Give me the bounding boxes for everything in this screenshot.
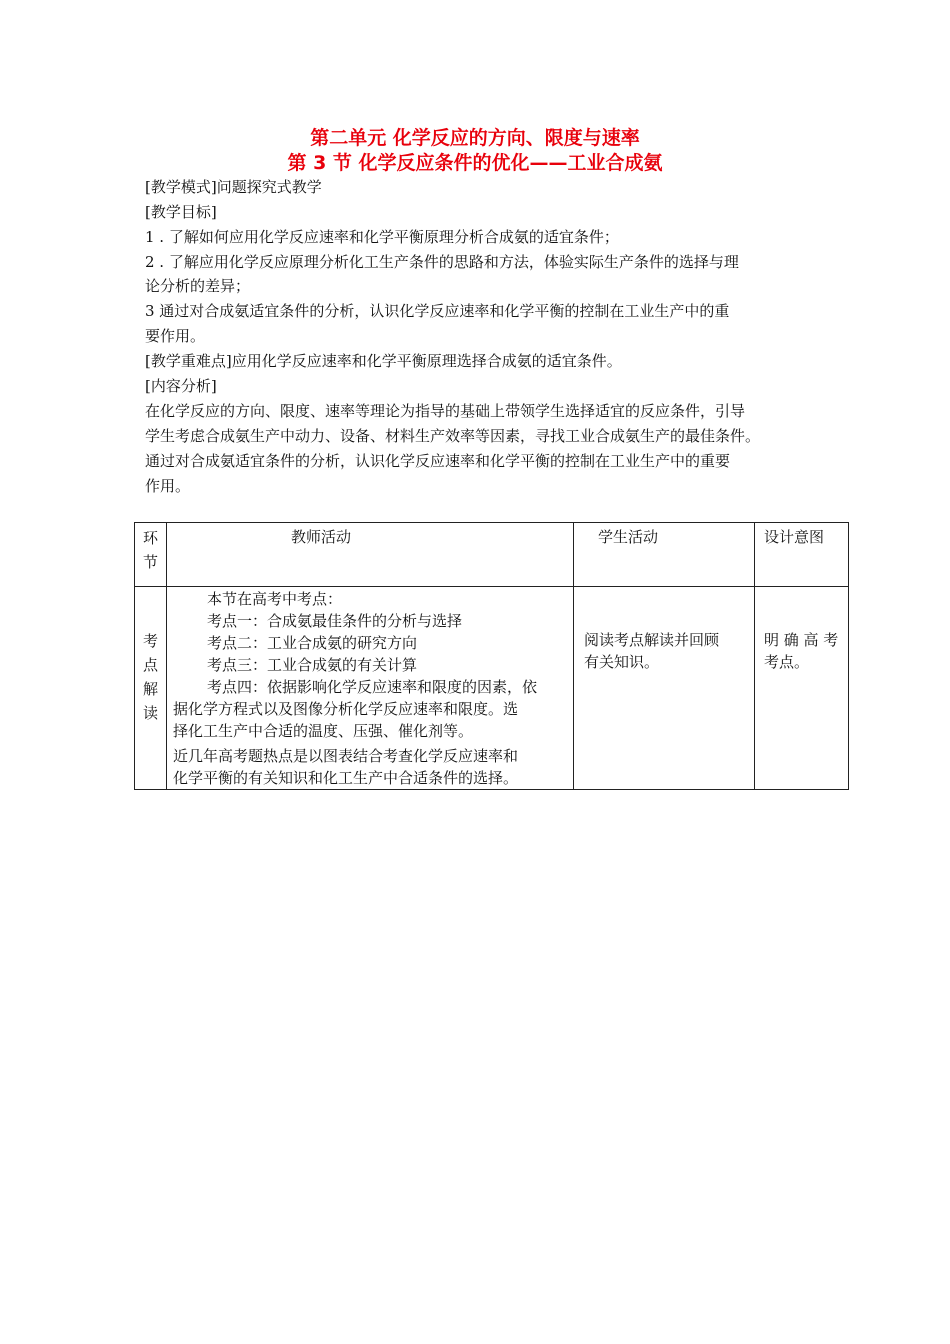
analysis-line-2: 学生考虑合成氨生产中动力、设备、材料生产效率等因素，寻找工业合成氨生产的最佳条件。 [145,427,761,445]
header-stage [135,523,167,587]
header-student [574,523,755,587]
teacher-line: 据化学方程式以及图像分析化学反应速率和限度。选 [173,700,519,718]
analysis-line-3: 通过对合成氨适宜条件的分析，认识化学反应速率和化学平衡的控制在工业生产中的重要 [145,452,731,470]
header-teacher [167,523,574,587]
objective-1: 1 . 了解如何应用化学反应速率和化学平衡原理分析合成氨的适宜条件； [145,228,619,246]
student-line: 阅读考点解读并回顾 [584,631,720,649]
row-stage-char: 读 [142,704,158,722]
analysis-line-1: 在化学反应的方向、限度、速率等理论为指导的基础上带领学生选择适宜的反应条件，引导 [145,402,746,420]
teacher-line: 近几年高考题热点是以图表结合考查化学反应速率和 [173,747,519,765]
row-student-activity [574,587,755,790]
content-analysis-heading: [内容分析] [145,377,217,395]
section-title: 第 3 节 化学反应条件的优化——工业合成氨 [287,152,663,174]
header-stage-char: 环 [142,529,158,547]
objective-3-line-1: 3 通过对合成氨适宜条件的分析，认识化学反应速率和化学平衡的控制在工业生产中的重 [145,302,730,320]
teaching-mode-line: [教学模式]问题探究式教学 [145,178,322,196]
key-points-line: [教学重难点]应用化学反应速率和化学平衡原理选择合成氨的适宜条件。 [145,352,622,370]
header-teacher-label: 教师活动 [291,528,352,546]
row-stage-char: 点 [142,656,158,674]
row-teacher-activity [167,587,574,790]
table-header-row [135,523,849,587]
teacher-line: 本节在高考中考点： [207,590,343,608]
teacher-line: 化学平衡的有关知识和化工生产中合适条件的选择。 [173,769,519,787]
objective-2-line-1: 2 . 了解应用化学反应原理分析化工生产条件的思路和方法，体验实际生产条件的选择与理 [145,253,739,271]
header-stage-char: 节 [142,553,158,571]
analysis-line-4: 作用。 [145,477,191,495]
teacher-line: 考点三：工业合成氨的有关计算 [207,656,418,674]
objective-3-line-2: 要作用。 [145,327,206,345]
objectives-heading: [教学目标] [145,203,217,221]
row-design-intent [755,587,849,790]
teacher-line: 考点一：合成氨最佳条件的分析与选择 [207,612,463,630]
teacher-line: 择化工生产中合适的温度、压强、催化剂等。 [173,722,474,740]
header-design [755,523,849,587]
row-stage [135,587,167,790]
design-line: 明 确 高 考 [764,631,839,649]
lesson-plan-table [134,522,849,790]
unit-title: 第二单元 化学反应的方向、限度与速率 [310,127,640,149]
row-stage-char: 解 [142,680,158,698]
objective-2-line-2: 论分析的差异； [145,277,251,295]
header-student-label: 学生活动 [598,528,659,546]
design-line: 考点。 [764,653,810,671]
row-stage-char: 考 [142,632,158,650]
header-design-label: 设计意图 [764,528,825,546]
table-row [135,587,849,790]
teacher-line: 考点四：依据影响化学反应速率和限度的因素，依 [207,678,538,696]
teacher-line: 考点二：工业合成氨的研究方向 [207,634,418,652]
student-line: 有关知识。 [584,653,660,671]
